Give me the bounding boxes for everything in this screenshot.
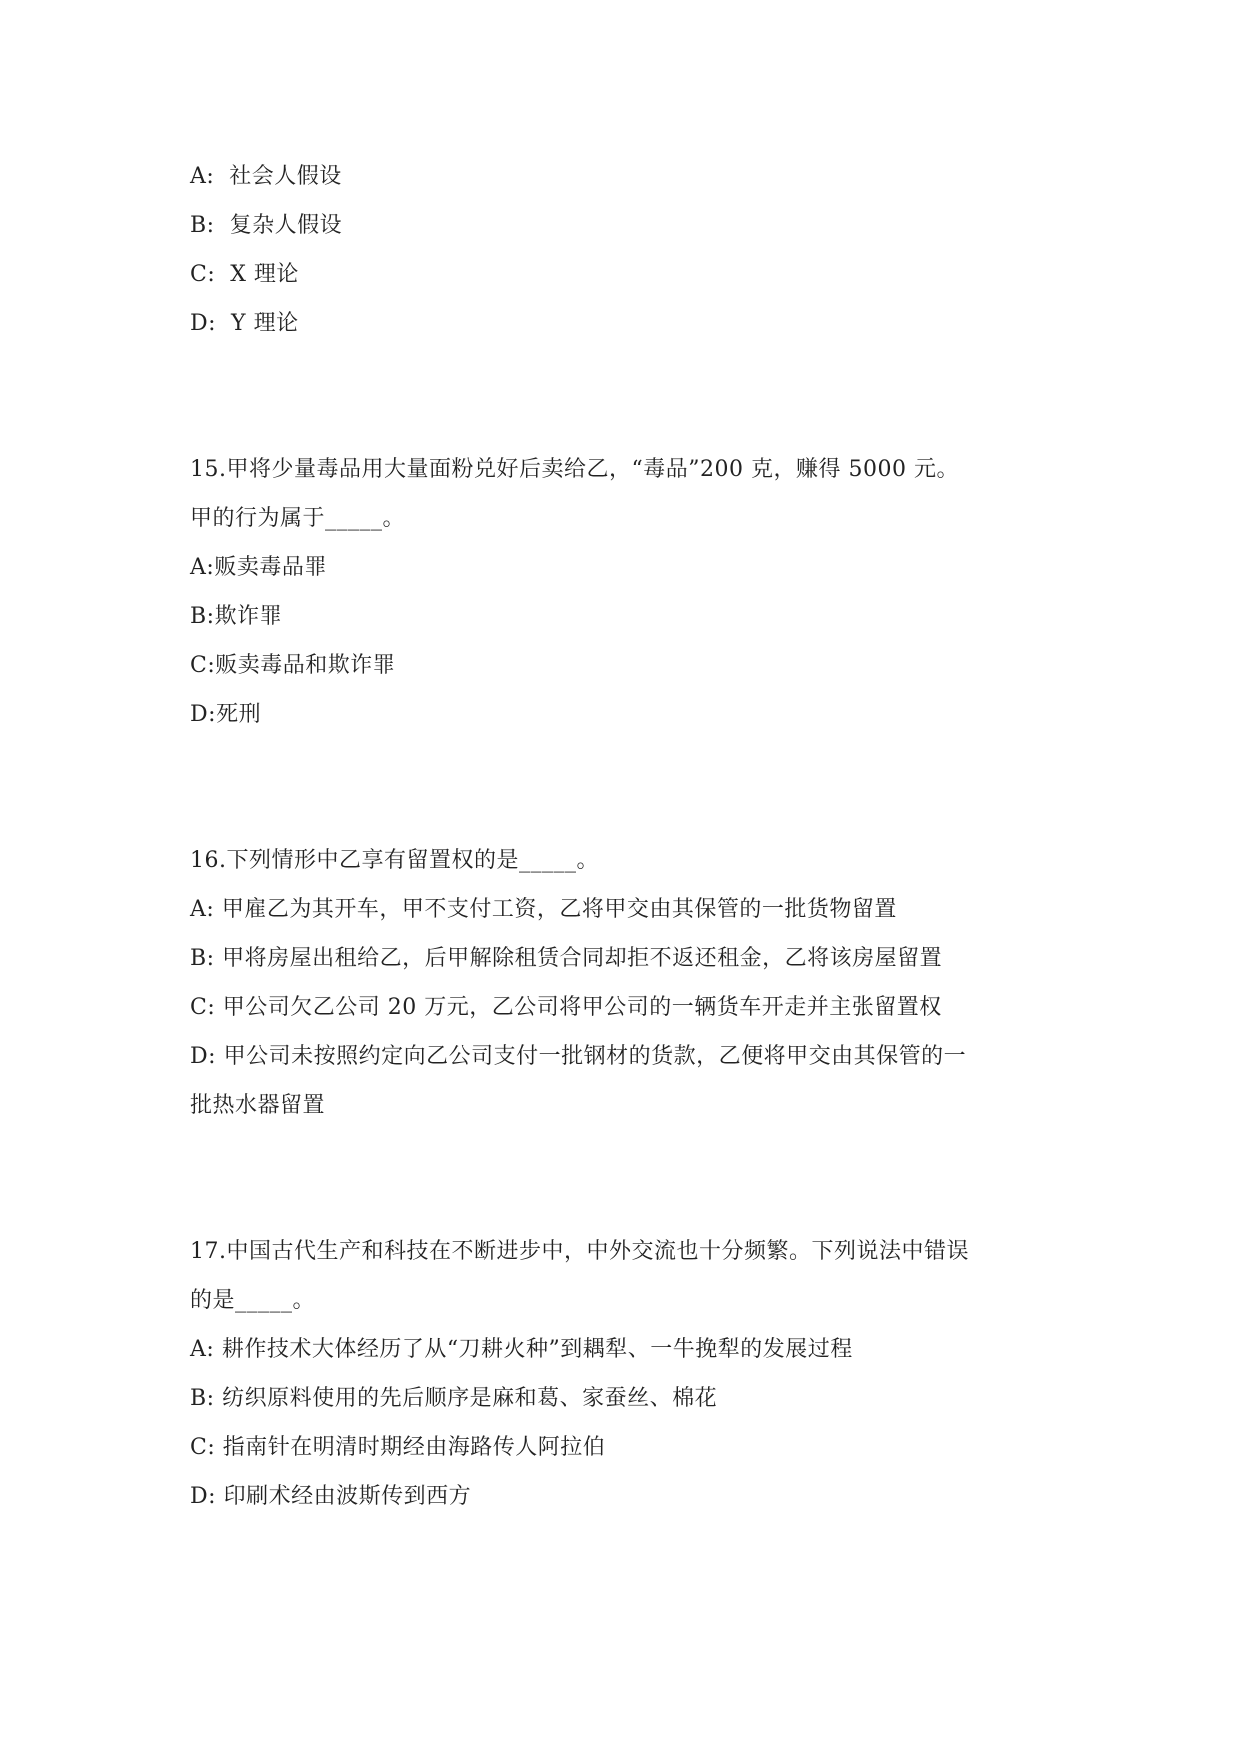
option-a <box>190 543 1070 592</box>
option-text: 耕作技术大体经历了从“刀耕火种”到耦犁、一牛挽犁的发展过程 <box>221 1337 853 1362</box>
option-c <box>190 641 1070 690</box>
option-d <box>190 1472 1070 1521</box>
option-text: 死刑 <box>216 702 262 727</box>
option-letter: C: <box>190 1435 216 1460</box>
option-letter: B: <box>190 213 215 238</box>
option-text: 纺织原料使用的先后顺序是麻和葛、家蚕丝、棉花 <box>222 1386 718 1411</box>
option-text: 贩卖毒品和欺诈罪 <box>215 653 396 678</box>
option-text: Y 理论 <box>216 311 299 336</box>
option-text: 欺诈罪 <box>214 604 283 629</box>
option-b <box>190 201 1070 250</box>
option-b <box>190 1374 1070 1423</box>
option-letter: D: <box>190 1044 217 1069</box>
question-15 <box>190 445 1070 739</box>
option-letter: C: <box>190 653 216 678</box>
question-17 <box>190 1227 1070 1521</box>
option-text: 复杂人假设 <box>214 213 343 238</box>
option-text: 甲公司未按照约定向乙公司支付一批钢材的货款，乙便将甲交由其保管的一 <box>223 1044 967 1069</box>
option-c <box>190 1423 1070 1472</box>
option-text: 贩卖毒品罪 <box>214 555 327 580</box>
option-a <box>190 885 1070 934</box>
question-stem-line-1: 17.中国古代生产和科技在不断进步中，中外交流也十分频繁。下列说法中错误 <box>190 1239 969 1264</box>
option-text: 甲公司欠乙公司 20 万元，乙公司将甲公司的一辆货车开走并主张留置权 <box>222 995 942 1020</box>
question-stem-line-2: 甲的行为属于_____。 <box>190 506 406 531</box>
option-c <box>190 983 1070 1032</box>
question-stem-line-2: 的是_____。 <box>190 1288 316 1313</box>
option-letter: B: <box>190 1386 215 1411</box>
option-b <box>190 592 1070 641</box>
question-stem-line-1: 16.下列情形中乙享有留置权的是_____。 <box>190 848 599 873</box>
question-14-options <box>190 152 1070 348</box>
option-letter: A: <box>190 164 215 189</box>
option-letter: A: <box>190 897 215 922</box>
option-letter: A: <box>190 555 215 580</box>
option-letter: C: <box>190 262 216 287</box>
option-d-continuation: 批热水器留置 <box>190 1093 326 1118</box>
option-text: 甲雇乙为其开车，甲不支付工资，乙将甲交由其保管的一批货物留置 <box>221 897 897 922</box>
option-d <box>190 299 1070 348</box>
question-16 <box>190 836 1070 1130</box>
option-b <box>190 934 1070 983</box>
option-text: 指南针在明清时期经由海路传人阿拉伯 <box>222 1435 606 1460</box>
option-letter: D: <box>190 702 217 727</box>
option-d <box>190 690 1070 739</box>
option-letter: D: <box>190 1484 217 1509</box>
option-letter: A: <box>190 1337 215 1362</box>
option-text: X 理论 <box>215 262 299 287</box>
option-letter: C: <box>190 995 216 1020</box>
question-stem-line-1: 15.甲将少量毒品用大量面粉兑好后卖给乙，“毒品”200 克，赚得 5000 元。 <box>190 457 959 482</box>
option-text: 印刷术经由波斯传到西方 <box>223 1484 472 1509</box>
option-letter: D: <box>190 311 217 336</box>
option-text: 社会人假设 <box>214 164 342 189</box>
option-text: 甲将房屋出租给乙，后甲解除租赁合同却拒不返还租金，乙将该房屋留置 <box>222 946 943 971</box>
option-d <box>190 1032 1070 1081</box>
option-letter: B: <box>190 604 215 629</box>
option-letter: B: <box>190 946 215 971</box>
option-a <box>190 1325 1070 1374</box>
option-a <box>190 152 1070 201</box>
option-c <box>190 250 1070 299</box>
